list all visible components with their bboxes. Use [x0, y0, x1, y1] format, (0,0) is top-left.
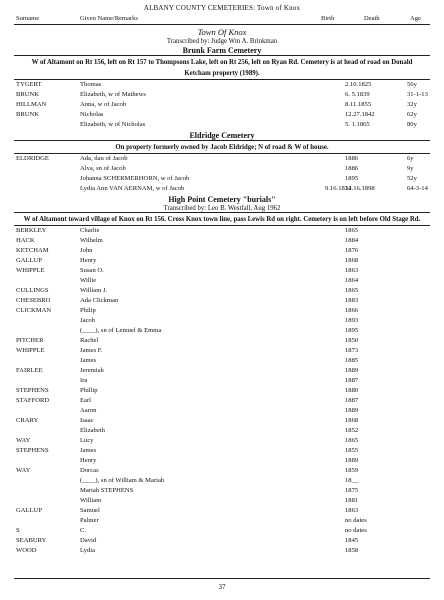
given-name-cell: Aaron	[80, 407, 97, 414]
given-name-cell: Thomas	[80, 81, 102, 88]
given-name-cell: Palmer	[80, 517, 99, 524]
death-cell: 1889	[345, 407, 359, 414]
highpoint-cemetery-title: High Point Cemetery "burials"	[168, 195, 276, 204]
death-cell: 1887	[345, 397, 359, 404]
header-rule	[14, 24, 430, 25]
given-name-cell: Ada Clickman	[80, 297, 119, 304]
age-cell: 64-3-14	[407, 185, 428, 192]
table-row	[14, 286, 430, 296]
age-cell: 31-1-13	[407, 91, 428, 98]
table-row	[14, 386, 430, 396]
table-row	[14, 154, 430, 164]
given-name-cell: Elizabeth, w of Nicholas	[80, 121, 146, 128]
table-row	[14, 306, 430, 316]
given-name-cell: Willie	[80, 277, 97, 284]
given-name-cell: Nicholas	[80, 111, 104, 118]
table-row	[14, 496, 430, 506]
age-cell: 6y	[407, 155, 414, 162]
given-name-cell: James	[80, 357, 97, 364]
death-cell: 1859	[345, 467, 359, 474]
surname-cell: SEABURY	[16, 537, 47, 544]
death-cell: 1868	[345, 257, 359, 264]
table-row	[14, 546, 430, 556]
death-cell: 1852	[345, 427, 359, 434]
death-cell: 1889	[345, 457, 359, 464]
death-cell: 1893	[345, 317, 359, 324]
death-cell: 1889	[345, 367, 359, 374]
death-cell: 1895	[345, 327, 359, 334]
table-row	[14, 396, 430, 406]
surname-cell: STEPHENS	[16, 387, 49, 394]
table-row	[14, 336, 430, 346]
death-cell: 1880	[345, 387, 359, 394]
given-name-cell: Dorcas	[80, 467, 99, 474]
table-row	[14, 406, 430, 416]
transcribed-by-1: Transcribed by: Judge Wm A. Brinkman	[166, 38, 278, 45]
surname-cell: WHIPPLE	[16, 347, 45, 354]
death-cell: 1865	[345, 227, 359, 234]
divider	[14, 55, 430, 56]
table-row	[14, 366, 430, 376]
given-name-cell: Mariah STEPHENS	[80, 487, 134, 494]
death-cell: 1876	[345, 247, 359, 254]
given-name-cell: Elizabeth	[80, 427, 105, 434]
given-name-cell: Jeremiah	[80, 367, 104, 374]
age-cell: 52y	[407, 175, 417, 182]
surname-cell: ELDRIDGE	[16, 155, 49, 162]
page-number: 37	[218, 583, 226, 591]
given-name-cell: James	[80, 447, 97, 454]
eldridge-entries	[14, 154, 430, 194]
given-name-cell: John	[80, 247, 93, 254]
surname-cell: TYGERT	[16, 81, 42, 88]
given-name-cell: Henry	[80, 457, 97, 464]
given-name-cell: William	[80, 497, 102, 504]
table-row	[14, 426, 430, 436]
eldridge-location: On property formerly owned by Jacob Eldridge; N of road & W of house.	[115, 144, 329, 151]
table-row	[14, 246, 430, 256]
given-name-cell: (____), sn of William & Mariah	[80, 477, 165, 484]
death-cell: 1886	[345, 165, 359, 172]
table-row	[14, 236, 430, 246]
given-name-cell: Elizabeth, w of Mathews	[80, 91, 146, 98]
birth-cell: 9.16.1834	[325, 185, 352, 192]
given-name-cell: Rachel	[80, 337, 99, 344]
death-cell: 12.16.1898	[345, 185, 375, 192]
surname-cell: CRARY	[16, 417, 39, 424]
town-title: Town Of Knox	[197, 27, 247, 37]
given-name-cell: Lucy	[80, 437, 94, 444]
table-row	[14, 90, 430, 100]
table-row	[14, 476, 430, 486]
given-name-cell: Charlie	[80, 227, 100, 234]
table-row	[14, 466, 430, 476]
death-cell: 1875	[345, 487, 359, 494]
age-cell: 56y	[407, 81, 417, 88]
col-given: Given Name/Remarks	[80, 15, 138, 22]
death-cell: 12.27.1842	[345, 111, 375, 118]
death-cell: 8.11.1855	[345, 101, 372, 108]
table-row	[14, 536, 430, 546]
given-name-cell: Jacob	[80, 317, 96, 324]
surname-cell: BRUNK	[16, 111, 40, 118]
death-cell: 1855	[345, 447, 359, 454]
surname-cell: STAFFORD	[16, 397, 50, 404]
brunk-entries	[14, 80, 430, 130]
col-death: Death	[364, 15, 380, 22]
given-name-cell: Anna, w of Jacob	[80, 101, 127, 108]
death-cell: 2.10.1825	[345, 81, 372, 88]
given-name-cell: C.	[80, 527, 87, 534]
death-cell: 1873	[345, 347, 359, 354]
col-birth: Birth	[321, 15, 335, 22]
table-row	[14, 266, 430, 276]
surname-cell: WAY	[16, 467, 31, 474]
given-name-cell: Isaac	[80, 417, 94, 424]
given-name-cell: Ada, dau of Jacob	[80, 155, 128, 162]
page-header-title: ALBANY COUNTY CEMETERIES: Town of Knox	[143, 4, 301, 12]
age-cell: 80y	[407, 121, 417, 128]
table-row	[14, 416, 430, 426]
given-name-cell: (____), sn of Lemuel & Emma	[80, 327, 162, 334]
death-cell: no dates	[345, 517, 367, 524]
age-cell: 62y	[407, 111, 417, 118]
given-name-cell: Philip	[80, 307, 96, 314]
highpoint-location: W of Altamont toward village of Knox on Rt 156. Cross Knox town line, pass Lewis Rd on right. Cemetery is on left before Old Stage Rd.	[23, 216, 421, 223]
given-name-cell: Susan O.	[80, 267, 104, 274]
table-row	[14, 506, 430, 516]
table-row	[14, 376, 430, 386]
surname-cell: WAY	[16, 437, 31, 444]
given-name-cell: Ira	[80, 377, 88, 384]
surname-cell: STEPHENS	[16, 447, 49, 454]
highpoint-entries	[14, 226, 430, 556]
surname-cell: WOOD	[16, 547, 37, 554]
table-row	[14, 226, 430, 236]
death-cell: 6. 5.1839	[345, 91, 370, 98]
table-row	[14, 256, 430, 266]
given-name-cell: Johanna SCHERMERHORN, w of Jacob	[80, 175, 190, 182]
death-cell: 1845	[345, 537, 359, 544]
death-cell: 1864	[345, 277, 359, 284]
death-cell: 1863	[345, 267, 359, 274]
given-name-cell: Wilhelm	[80, 237, 103, 244]
table-row	[14, 276, 430, 286]
surname-cell: CLICKMAN	[16, 307, 52, 314]
surname-cell: CULLINGS	[16, 287, 49, 294]
eldridge-cemetery-title: Eldridge Cemetery	[189, 131, 255, 140]
col-age: Age	[410, 15, 421, 22]
table-row	[14, 446, 430, 456]
given-name-cell: Lydia	[80, 547, 96, 554]
given-name-cell: David	[80, 537, 97, 544]
table-row	[14, 184, 430, 194]
table-row	[14, 516, 430, 526]
surname-cell: KETCHAM	[16, 247, 49, 254]
age-cell: 32y	[407, 101, 417, 108]
divider	[14, 212, 430, 213]
death-cell: 18__	[345, 477, 359, 484]
table-row	[14, 296, 430, 306]
surname-cell: BRUNK	[16, 91, 40, 98]
table-row	[14, 100, 430, 110]
death-cell: 1858	[345, 547, 359, 554]
surname-cell: PITCHER	[16, 337, 44, 344]
death-cell: 1887	[345, 377, 359, 384]
column-headers	[14, 13, 430, 24]
death-cell: 5. 1.1865	[345, 121, 370, 128]
death-cell: 1863	[345, 507, 359, 514]
given-name-cell: Earl	[80, 397, 91, 404]
table-row	[14, 526, 430, 536]
table-row	[14, 456, 430, 466]
given-name-cell: William J.	[80, 287, 108, 294]
table-row	[14, 486, 430, 496]
footer-rule	[14, 578, 430, 579]
table-row	[14, 316, 430, 326]
death-cell: 1865	[345, 437, 359, 444]
brunk-location: W of Altamont on Rt 156, left on Rt 157 to Thompsons Lake, left on Rt 256, left on Ryan Rd. Cemetery is at head of road on Donald Ketcham property (1989).	[31, 59, 413, 77]
death-cell: 1866	[345, 307, 359, 314]
surname-cell: BERKLEY	[16, 227, 47, 234]
surname-cell: GALLUP	[16, 507, 43, 514]
surname-cell: GALLUP	[16, 257, 43, 264]
given-name-cell: Lydia Ann VAN AERNAM, w of Jacob	[80, 185, 185, 192]
table-row	[14, 326, 430, 336]
surname-cell: FAIRLEE	[16, 367, 43, 374]
given-name-cell: Henry	[80, 257, 97, 264]
document-page	[14, 3, 430, 597]
surname-cell: WHIPPLE	[16, 267, 45, 274]
given-name-cell: Alva, sn of Jacob	[80, 165, 126, 172]
given-name-cell: Phillip	[80, 387, 98, 394]
age-cell: 9y	[407, 165, 414, 172]
given-name-cell: James F.	[80, 347, 103, 354]
given-name-cell: Samuel	[80, 507, 100, 514]
table-row	[14, 120, 430, 130]
transcribed-by-2: Transcribed by: Leo B. Westfall, Aug 1962	[163, 205, 281, 212]
death-cell: 1850	[345, 337, 359, 344]
table-row	[14, 80, 430, 90]
table-row	[14, 164, 430, 174]
table-row	[14, 356, 430, 366]
divider	[14, 140, 430, 141]
death-cell: 1885	[345, 357, 359, 364]
table-row	[14, 436, 430, 446]
death-cell: 1895	[345, 175, 359, 182]
table-row	[14, 346, 430, 356]
death-cell: 1884	[345, 237, 359, 244]
table-row	[14, 174, 430, 184]
surname-cell: CHESEBRO	[16, 297, 51, 304]
death-cell: 1865	[345, 287, 359, 294]
death-cell: 1868	[345, 417, 359, 424]
surname-cell: HACK	[16, 237, 35, 244]
brunk-cemetery-title: Brunk Farm Cemetery	[182, 46, 262, 55]
death-cell: 1886	[345, 155, 359, 162]
death-cell: no dates	[345, 527, 367, 534]
death-cell: 1883	[345, 297, 359, 304]
surname-cell: S	[16, 527, 20, 534]
table-row	[14, 110, 430, 120]
surname-cell: HILLMAN	[16, 101, 47, 108]
col-surname: Surname	[16, 15, 40, 22]
death-cell: 1881	[345, 497, 359, 504]
